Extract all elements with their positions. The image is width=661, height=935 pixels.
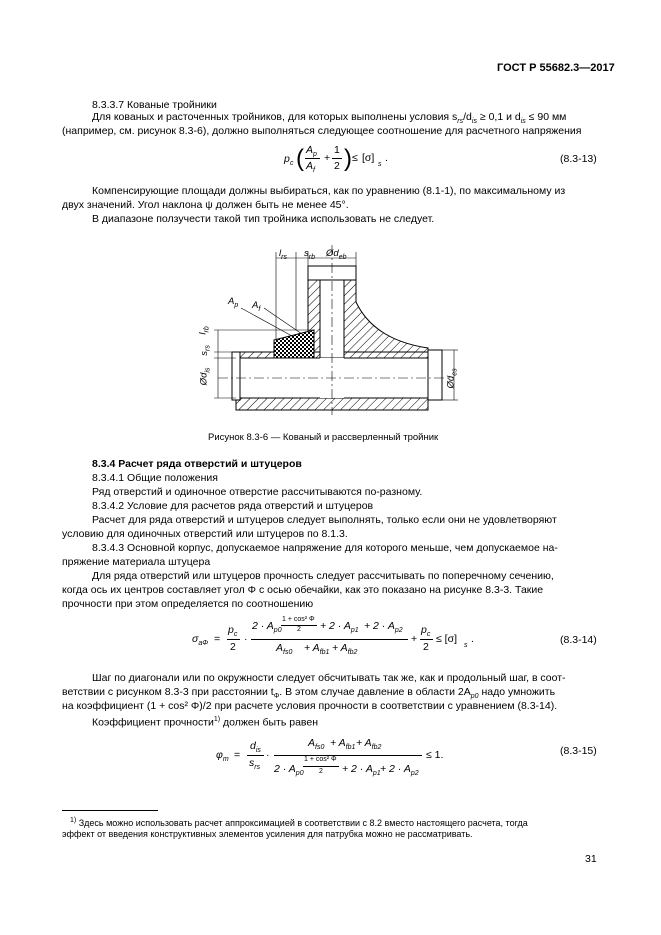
paragraph-compensation-line2: двух значений. Угол наклона ψ должен быть не менее 45°.: [62, 199, 349, 211]
paragraph-diagonal-line3: на коэффициент (1 + cos² Φ)/2 при расчете условия прочности в соответствии с уравнением (8.3-14).: [62, 700, 558, 712]
paragraph-row-vs-single: Ряд отверстий и одиночное отверстие рассчитываются по-разному.: [92, 486, 423, 498]
section-heading-8-3-4: 8.3.4 Расчет ряда отверстий и штуцеров: [92, 458, 302, 470]
paragraph-diagonal-line1: Шаг по диагонали или по окружности следует обсчитывать так же, как и продольный шаг, в соот-: [92, 672, 566, 684]
paragraph-row-calc-line2: условию для одиночных отверстий или штуцеров по 8.1.3.: [62, 528, 348, 540]
label-srs: $s_{rs}$: [198, 345, 212, 356]
paragraph-row-calc-line1: Расчет для ряда отверстий и штуцеров следует выполнять, только если они не удовлетворяют: [92, 514, 557, 526]
right-pipe-end: [428, 350, 442, 400]
paragraph-conditions-line2: (например, см. рисунок 8.3-6), должно выполняться следующее соотношение для расчетного напряжения: [62, 125, 582, 137]
paragraph-cross-section-line2: когда ось их центров составляет угол Φ с осью обечайки, как это показано на рисунке 8.3-3. Такие: [62, 584, 544, 596]
label-deb: $Ød_{eb}$: [326, 248, 347, 261]
forged-tee-drawing: [196, 240, 471, 420]
subsection-8-3-4-2: 8.3.4.2 Условие для расчетов ряда отверстий и штуцеров: [92, 500, 374, 512]
page-number: 31: [585, 853, 597, 865]
footnote-line1: $^{1)}$ Здесь можно использовать расчет аппроксимацией в соответствии с 8.2 вместо настоящего расчета, тогда: [70, 817, 528, 828]
label-lrs: $l_{rs}$: [279, 248, 287, 261]
subsection-8-3-4-3-line1: 8.3.4.3 Основной корпус, допускаемое напряжение для которого меньше, чем допускаемое на-: [92, 542, 558, 554]
label-ap: $A_p$: [228, 296, 239, 309]
paragraph-cross-section-line1: Для ряда отверстий или штуцеров прочность следует рассчитывать по поперечному сечению,: [92, 570, 554, 582]
paragraph-diagonal-line2: ветствии с рисунком 8.3-3 при расстоянии $t_\Phi$. В этом случае давление в области $2A_{p0}$ надо умножить: [62, 686, 556, 701]
equation-8-3-14: $\sigma_{a\Phi}$ = $p_c$ 2 · $2 \cdot A_{p0}$ 1 + cos² Φ 2 + $2 \cdot A_{p1}$ + $2 \cdot A_{p2}$ $A_{fs0}$ + $A_{fb1}$ + $A_{fb2}$ + $p_c$ 2 ≤ [σ] s .: [192, 616, 474, 657]
paragraph-compensation-line1: Компенсирующие площади должны выбираться, как по уравнению (8.1-1), по максимальному из: [92, 185, 566, 197]
reinforcement-area: [274, 330, 314, 358]
figure-caption: Рисунок 8.3-6 — Кованый и рассверленный тройник: [208, 432, 439, 443]
equation-8-3-15-number: (8.3-15): [560, 745, 597, 757]
equation-8-3-15: $\varphi_m$ = $d_{is}$ $s_{rs}$ · $A_{fs0}$ + $A_{fb1}$ + $A_{fb2}$ $2 \cdot A_{p0}$ 1 + cos² Φ 2 + $2 \cdot A_{p1}$ + $2 \cdot A_{p2}$ ≤ 1.: [216, 737, 444, 778]
paragraph-creep: В диапазоне ползучести такой тип тройника использовать не следует.: [92, 213, 435, 225]
label-lrb: $l_{rb}$: [197, 326, 211, 335]
section-heading-8-3-3-7: 8.3.3.7 Кованые тройники: [92, 99, 217, 111]
equation-8-3-13: p c ( $A_p$ $A_f$ + 1 2 ) ≤ [σ] s .: [284, 144, 388, 175]
equation-8-3-14-number: (8.3-14): [560, 634, 597, 646]
subsection-8-3-4-1: 8.3.4.1 Общие положения: [92, 472, 218, 484]
equation-8-3-13-number: (8.3-13): [560, 153, 597, 165]
paragraph-cross-section-line3: прочности при этом определяется по соотношению: [62, 598, 314, 610]
label-des: $Ød_{es}$: [445, 368, 459, 389]
label-srb: $s_{rb}$: [304, 248, 315, 261]
left-pipe-end: [232, 352, 240, 400]
footnote-rule: [62, 810, 158, 811]
footnote-line2: эффект от введения конструктивных элементов усиления для патрубка можно не рассматривать.: [62, 829, 473, 839]
label-dis: $Ød_{is}$: [198, 367, 212, 386]
paragraph-strength-coefficient: Коэффициент прочности$^{1)}$ должен быть равен: [92, 716, 319, 729]
paragraph-conditions-line1: Для кованых и расточенных тройников, для которых выполнены условия $s_{rs}/d_{is} \ge 0,1$ и $d_{is} \le 90$ мм: [92, 111, 567, 126]
document-standard-number: ГОСТ Р 55682.3—2017: [497, 62, 615, 74]
label-af: $A_f$: [252, 300, 261, 313]
subsection-8-3-4-3-line2: пряжение материала штуцера: [62, 556, 211, 568]
